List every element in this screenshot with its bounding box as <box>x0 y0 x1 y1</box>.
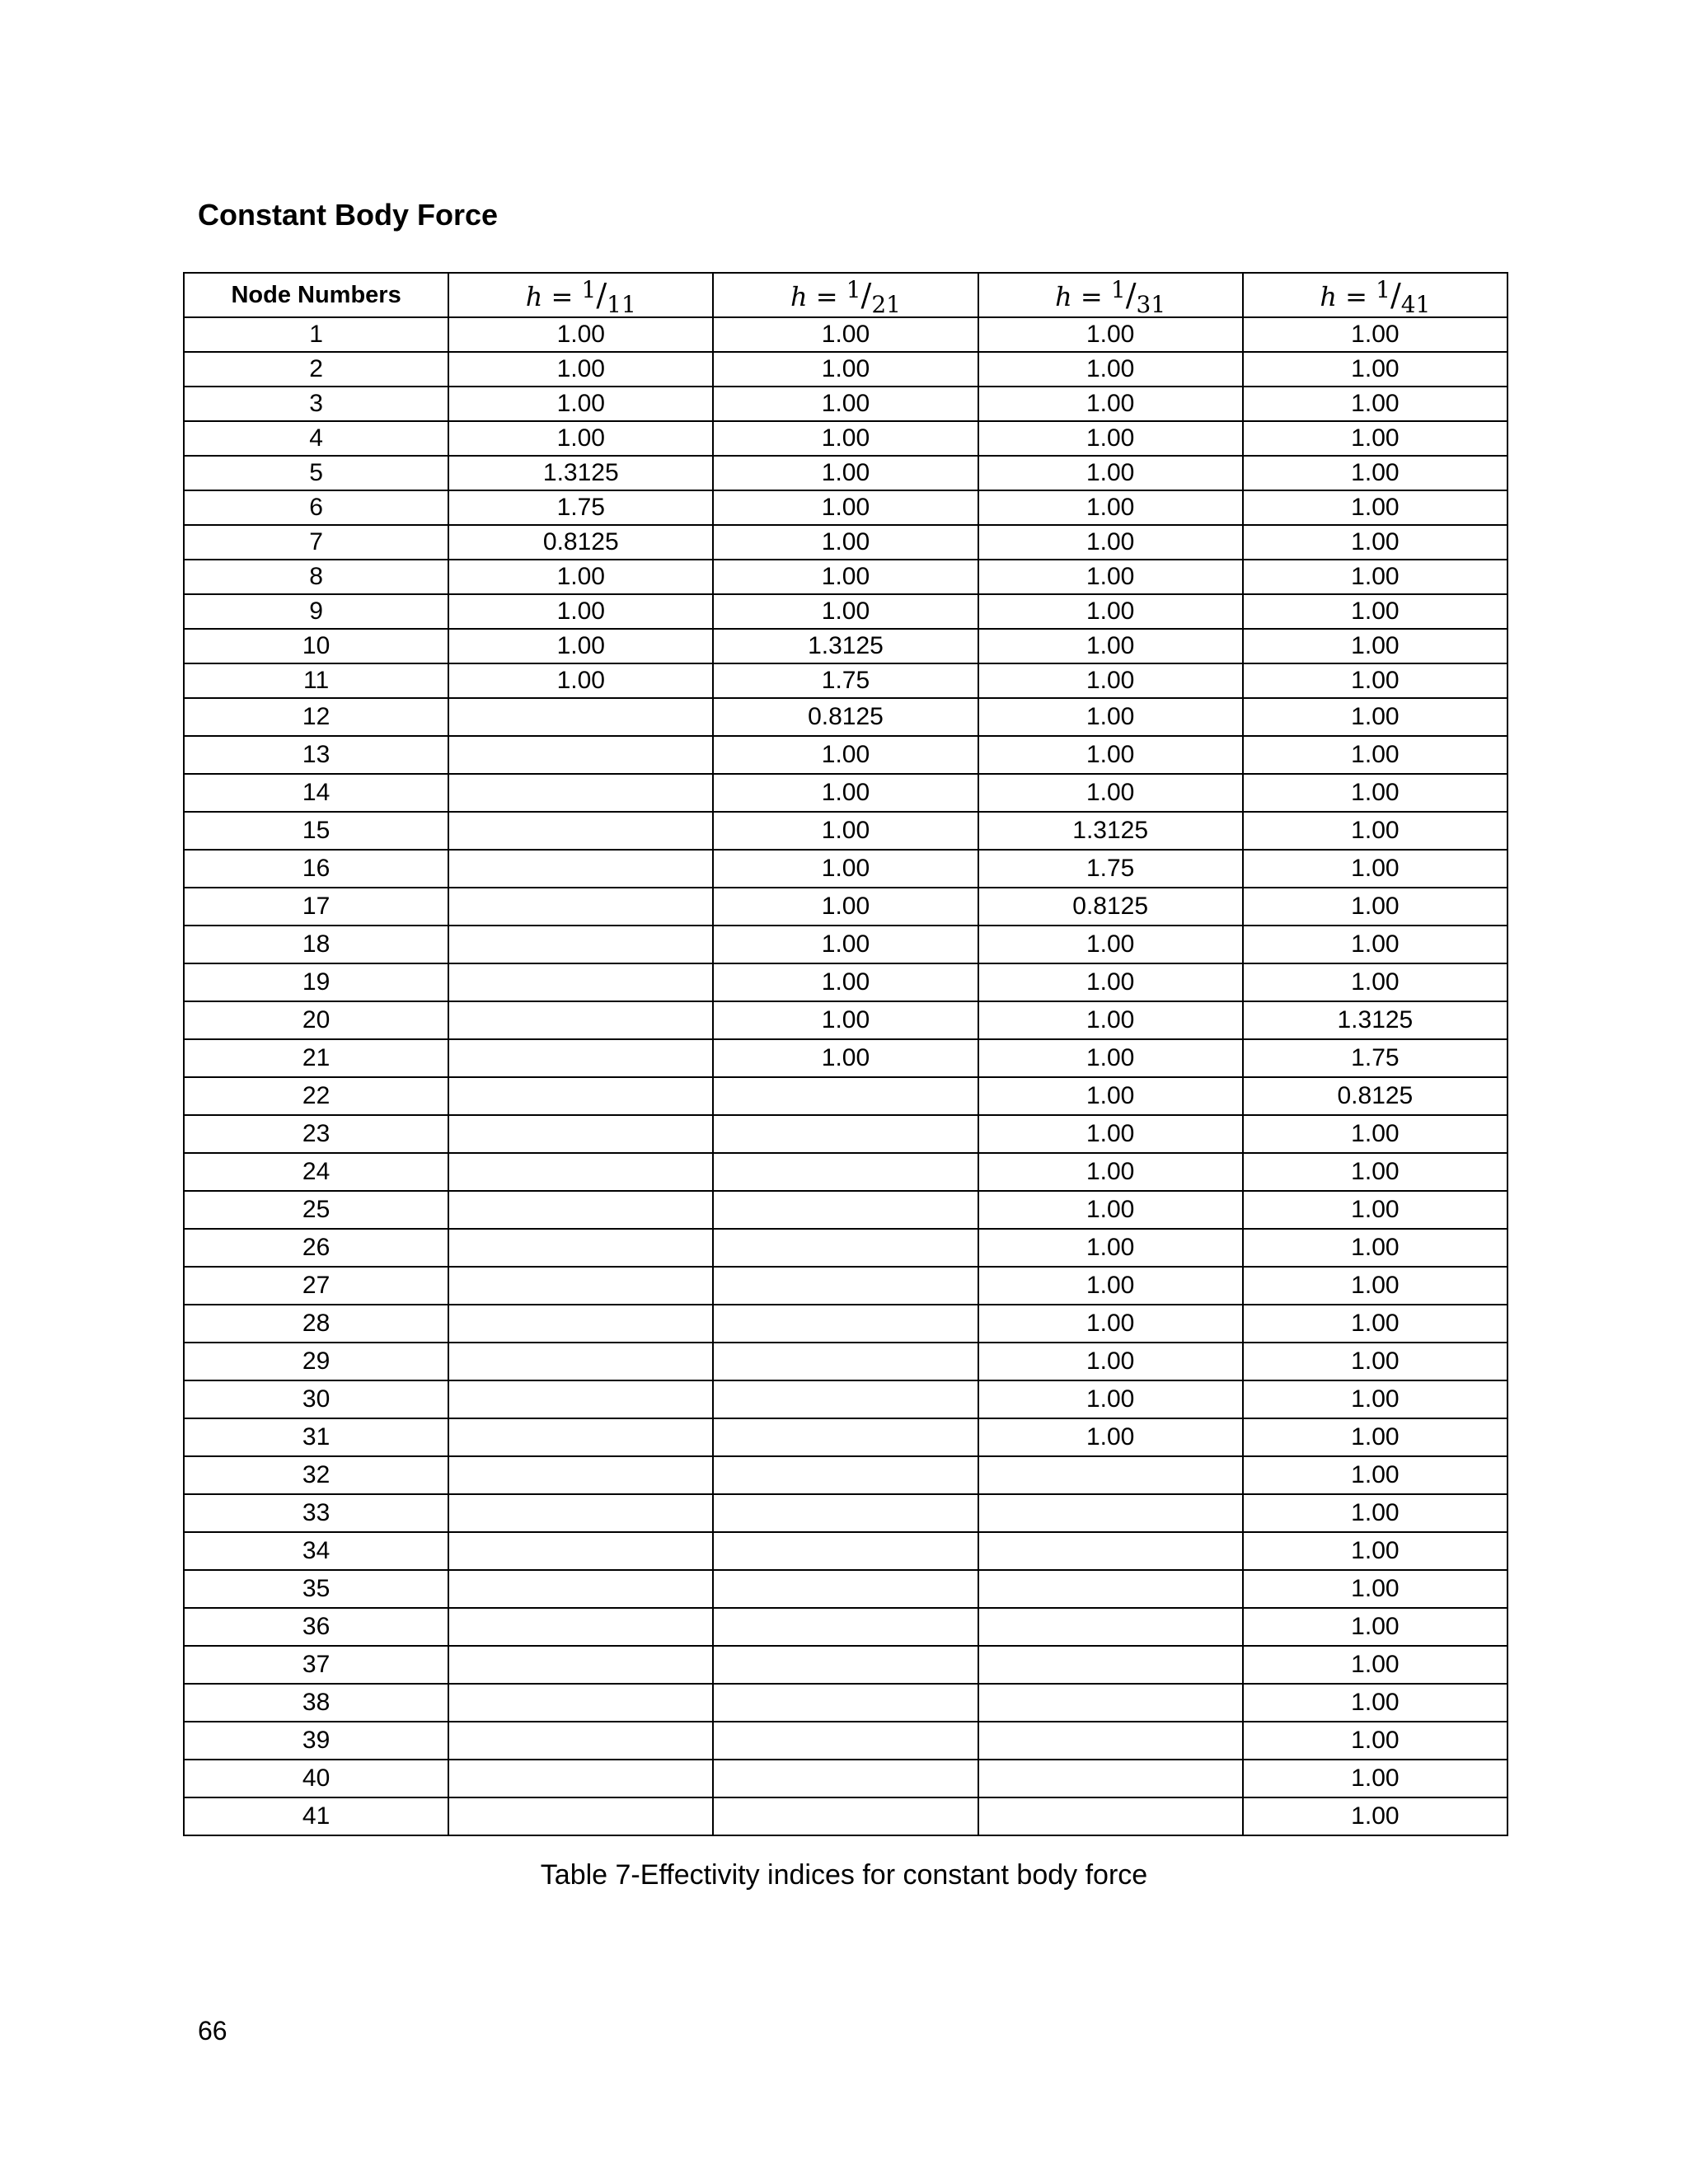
h21-value-cell <box>713 1153 978 1191</box>
h41-value-cell: 1.00 <box>1243 1267 1507 1305</box>
h41-value-cell: 1.00 <box>1243 1684 1507 1722</box>
h31-value-cell: 1.00 <box>978 1153 1243 1191</box>
h11-value-cell <box>448 1456 713 1494</box>
h41-value-cell: 1.00 <box>1243 1797 1507 1835</box>
h21-value-cell <box>713 1532 978 1570</box>
node-number-cell: 25 <box>184 1191 448 1229</box>
h11-value-cell: 1.00 <box>448 629 713 663</box>
h11-value-cell <box>448 1077 713 1115</box>
h31-value-cell: 1.00 <box>978 387 1243 421</box>
table-row <box>184 1722 1507 1760</box>
h11-value-cell: 1.00 <box>448 421 713 456</box>
h21-value-cell: 1.00 <box>713 888 978 926</box>
h31-value-cell: 1.00 <box>978 1343 1243 1380</box>
h31-value-cell: 1.00 <box>978 560 1243 594</box>
h41-value-cell: 1.00 <box>1243 1380 1507 1418</box>
h11-value-cell <box>448 1305 713 1343</box>
h31-value-cell: 1.00 <box>978 736 1243 774</box>
h11-value-cell <box>448 1760 713 1797</box>
node-number-cell: 3 <box>184 387 448 421</box>
h11-value-cell <box>448 1039 713 1077</box>
h11-value-cell: 1.00 <box>448 387 713 421</box>
table-body <box>184 317 1507 1835</box>
h11-value-cell <box>448 812 713 850</box>
h11-value-cell: 1.00 <box>448 663 713 698</box>
node-number-cell: 11 <box>184 663 448 698</box>
h31-value-cell <box>978 1570 1243 1608</box>
table-row <box>184 1115 1507 1153</box>
node-number-cell: 14 <box>184 774 448 812</box>
h41-value-cell: 1.00 <box>1243 812 1507 850</box>
table-row <box>184 1532 1507 1570</box>
node-number-cell: 39 <box>184 1722 448 1760</box>
h11-value-cell <box>448 736 713 774</box>
h31-value-cell <box>978 1608 1243 1646</box>
table-row <box>184 1608 1507 1646</box>
h21-value-cell <box>713 1494 978 1532</box>
node-number-cell: 6 <box>184 490 448 525</box>
table-row <box>184 1570 1507 1608</box>
h41-value-cell: 1.00 <box>1243 736 1507 774</box>
h21-value-cell <box>713 1343 978 1380</box>
h31-value-cell: 1.3125 <box>978 812 1243 850</box>
h41-value-cell: 1.00 <box>1243 1456 1507 1494</box>
table-row <box>184 774 1507 812</box>
h41-value-cell: 1.00 <box>1243 850 1507 888</box>
h41-value-cell: 1.00 <box>1243 1153 1507 1191</box>
h31-value-cell: 1.00 <box>978 1380 1243 1418</box>
h21-value-cell: 1.00 <box>713 850 978 888</box>
header-h-31: h = 1/31 <box>978 273 1243 317</box>
h31-value-cell: 1.00 <box>978 774 1243 812</box>
header-h-11: h = 1/11 <box>448 273 713 317</box>
h41-value-cell: 1.00 <box>1243 888 1507 926</box>
h41-value-cell: 1.00 <box>1243 1760 1507 1797</box>
node-number-cell: 7 <box>184 525 448 560</box>
h11-value-cell: 1.00 <box>448 594 713 629</box>
table-row <box>184 926 1507 963</box>
h21-value-cell: 1.00 <box>713 387 978 421</box>
h21-value-cell: 1.00 <box>713 963 978 1001</box>
h41-value-cell: 1.00 <box>1243 490 1507 525</box>
h31-value-cell: 1.00 <box>978 1077 1243 1115</box>
h31-value-cell: 1.00 <box>978 317 1243 352</box>
node-number-cell: 9 <box>184 594 448 629</box>
h41-value-cell: 1.00 <box>1243 1115 1507 1153</box>
h21-value-cell: 1.00 <box>713 317 978 352</box>
node-number-cell: 36 <box>184 1608 448 1646</box>
h21-value-cell: 1.00 <box>713 594 978 629</box>
h21-value-cell: 1.00 <box>713 352 978 387</box>
table-row <box>184 963 1507 1001</box>
h41-value-cell: 1.00 <box>1243 594 1507 629</box>
h31-value-cell: 1.00 <box>978 490 1243 525</box>
node-number-cell: 32 <box>184 1456 448 1494</box>
page-number: 66 <box>198 2016 227 2046</box>
h11-value-cell <box>448 888 713 926</box>
h11-value-cell <box>448 1229 713 1267</box>
h21-value-cell <box>713 1760 978 1797</box>
h11-value-cell <box>448 1153 713 1191</box>
table-row <box>184 456 1507 490</box>
table-row <box>184 1229 1507 1267</box>
h31-value-cell: 1.00 <box>978 1267 1243 1305</box>
h11-value-cell <box>448 1418 713 1456</box>
h31-value-cell: 1.00 <box>978 525 1243 560</box>
table-row <box>184 1760 1507 1797</box>
table-row <box>184 850 1507 888</box>
h31-value-cell: 1.00 <box>978 456 1243 490</box>
node-number-cell: 30 <box>184 1380 448 1418</box>
table-row <box>184 1077 1507 1115</box>
h21-value-cell: 1.00 <box>713 774 978 812</box>
header-node-numbers: Node Numbers <box>184 273 448 317</box>
table-row <box>184 812 1507 850</box>
h41-value-cell: 1.00 <box>1243 1608 1507 1646</box>
h11-value-cell <box>448 1797 713 1835</box>
node-number-cell: 1 <box>184 317 448 352</box>
h21-value-cell <box>713 1191 978 1229</box>
table-row <box>184 698 1507 736</box>
h11-value-cell: 1.00 <box>448 352 713 387</box>
h41-value-cell: 1.00 <box>1243 774 1507 812</box>
h11-value-cell <box>448 1494 713 1532</box>
h11-value-cell <box>448 1532 713 1570</box>
h41-value-cell: 1.00 <box>1243 1570 1507 1608</box>
h31-value-cell <box>978 1494 1243 1532</box>
h11-value-cell: 1.75 <box>448 490 713 525</box>
h41-value-cell: 1.00 <box>1243 387 1507 421</box>
h21-value-cell: 1.00 <box>713 560 978 594</box>
h11-value-cell <box>448 1608 713 1646</box>
table-row <box>184 1797 1507 1835</box>
node-number-cell: 38 <box>184 1684 448 1722</box>
h21-value-cell: 1.00 <box>713 736 978 774</box>
h41-value-cell: 1.00 <box>1243 629 1507 663</box>
h11-value-cell <box>448 1380 713 1418</box>
h31-value-cell: 1.00 <box>978 629 1243 663</box>
h21-value-cell <box>713 1456 978 1494</box>
h21-value-cell: 1.00 <box>713 490 978 525</box>
h31-value-cell <box>978 1532 1243 1570</box>
node-number-cell: 5 <box>184 456 448 490</box>
h21-value-cell <box>713 1608 978 1646</box>
h31-value-cell: 1.00 <box>978 1115 1243 1153</box>
section-title: Constant Body Force <box>198 198 499 232</box>
h11-value-cell: 1.3125 <box>448 456 713 490</box>
h21-value-cell <box>713 1722 978 1760</box>
node-number-cell: 19 <box>184 963 448 1001</box>
h31-value-cell <box>978 1684 1243 1722</box>
table-row <box>184 663 1507 698</box>
table-header <box>184 273 1507 317</box>
h31-value-cell: 1.00 <box>978 1001 1243 1039</box>
header-h-21: h = 1/21 <box>713 273 978 317</box>
h31-value-cell: 1.00 <box>978 352 1243 387</box>
node-number-cell: 41 <box>184 1797 448 1835</box>
h41-value-cell: 1.00 <box>1243 926 1507 963</box>
h41-value-cell: 1.00 <box>1243 1494 1507 1532</box>
node-number-cell: 23 <box>184 1115 448 1153</box>
h41-value-cell: 1.00 <box>1243 963 1507 1001</box>
h31-value-cell: 1.75 <box>978 850 1243 888</box>
table-row <box>184 629 1507 663</box>
table-row <box>184 1646 1507 1684</box>
h41-value-cell: 1.00 <box>1243 1191 1507 1229</box>
h41-value-cell: 1.00 <box>1243 1305 1507 1343</box>
h21-value-cell: 1.75 <box>713 663 978 698</box>
h21-value-cell <box>713 1797 978 1835</box>
h11-value-cell: 1.00 <box>448 317 713 352</box>
node-number-cell: 28 <box>184 1305 448 1343</box>
h11-value-cell: 1.00 <box>448 560 713 594</box>
node-number-cell: 33 <box>184 1494 448 1532</box>
h11-value-cell <box>448 963 713 1001</box>
h31-value-cell <box>978 1646 1243 1684</box>
h11-value-cell <box>448 1570 713 1608</box>
table-row <box>184 1343 1507 1380</box>
table-row <box>184 1191 1507 1229</box>
node-number-cell: 22 <box>184 1077 448 1115</box>
node-number-cell: 18 <box>184 926 448 963</box>
h31-value-cell: 1.00 <box>978 1191 1243 1229</box>
table-row <box>184 1418 1507 1456</box>
h21-value-cell <box>713 1115 978 1153</box>
node-number-cell: 12 <box>184 698 448 736</box>
table-row <box>184 387 1507 421</box>
h31-value-cell: 1.00 <box>978 421 1243 456</box>
h21-value-cell: 1.00 <box>713 456 978 490</box>
h31-value-cell: 1.00 <box>978 663 1243 698</box>
node-number-cell: 4 <box>184 421 448 456</box>
table-row <box>184 1039 1507 1077</box>
node-number-cell: 24 <box>184 1153 448 1191</box>
node-number-cell: 27 <box>184 1267 448 1305</box>
table-row <box>184 317 1507 352</box>
table-row <box>184 1305 1507 1343</box>
table-row <box>184 1267 1507 1305</box>
h41-value-cell: 1.00 <box>1243 525 1507 560</box>
table-row <box>184 1380 1507 1418</box>
h41-value-cell: 1.00 <box>1243 1418 1507 1456</box>
node-number-cell: 26 <box>184 1229 448 1267</box>
h31-value-cell: 1.00 <box>978 1418 1243 1456</box>
h21-value-cell: 1.00 <box>713 525 978 560</box>
h41-value-cell: 1.00 <box>1243 317 1507 352</box>
h41-value-cell: 1.3125 <box>1243 1001 1507 1039</box>
h41-value-cell: 0.8125 <box>1243 1077 1507 1115</box>
h11-value-cell <box>448 1646 713 1684</box>
node-number-cell: 15 <box>184 812 448 850</box>
node-number-cell: 2 <box>184 352 448 387</box>
h41-value-cell: 1.75 <box>1243 1039 1507 1077</box>
table-row <box>184 888 1507 926</box>
h41-value-cell: 1.00 <box>1243 456 1507 490</box>
node-number-cell: 37 <box>184 1646 448 1684</box>
h31-value-cell <box>978 1760 1243 1797</box>
h21-value-cell <box>713 1077 978 1115</box>
h21-value-cell <box>713 1380 978 1418</box>
table-row <box>184 352 1507 387</box>
table-row <box>184 421 1507 456</box>
table-row <box>184 736 1507 774</box>
h11-value-cell <box>448 1722 713 1760</box>
h41-value-cell: 1.00 <box>1243 1532 1507 1570</box>
table-row <box>184 490 1507 525</box>
h11-value-cell <box>448 926 713 963</box>
table-row <box>184 594 1507 629</box>
h31-value-cell: 1.00 <box>978 698 1243 736</box>
table-row <box>184 560 1507 594</box>
table-row <box>184 1001 1507 1039</box>
node-number-cell: 35 <box>184 1570 448 1608</box>
h41-value-cell: 1.00 <box>1243 352 1507 387</box>
h41-value-cell: 1.00 <box>1243 421 1507 456</box>
h31-value-cell: 1.00 <box>978 963 1243 1001</box>
h31-value-cell: 1.00 <box>978 1039 1243 1077</box>
node-number-cell: 29 <box>184 1343 448 1380</box>
h11-value-cell <box>448 1115 713 1153</box>
h21-value-cell: 1.00 <box>713 812 978 850</box>
h21-value-cell <box>713 1570 978 1608</box>
h11-value-cell <box>448 1343 713 1380</box>
node-number-cell: 34 <box>184 1532 448 1570</box>
h21-value-cell: 0.8125 <box>713 698 978 736</box>
h41-value-cell: 1.00 <box>1243 1229 1507 1267</box>
node-number-cell: 20 <box>184 1001 448 1039</box>
effectivity-table <box>183 272 1508 1836</box>
h21-value-cell <box>713 1305 978 1343</box>
h31-value-cell <box>978 1722 1243 1760</box>
node-number-cell: 31 <box>184 1418 448 1456</box>
h21-value-cell <box>713 1267 978 1305</box>
h11-value-cell <box>448 1267 713 1305</box>
h11-value-cell <box>448 1684 713 1722</box>
h11-value-cell: 0.8125 <box>448 525 713 560</box>
header-row <box>184 273 1507 317</box>
table-row <box>184 1153 1507 1191</box>
table-row <box>184 525 1507 560</box>
h31-value-cell <box>978 1797 1243 1835</box>
node-number-cell: 17 <box>184 888 448 926</box>
table-row <box>184 1494 1507 1532</box>
node-number-cell: 8 <box>184 560 448 594</box>
h31-value-cell: 1.00 <box>978 594 1243 629</box>
node-number-cell: 21 <box>184 1039 448 1077</box>
h41-value-cell: 1.00 <box>1243 560 1507 594</box>
h21-value-cell: 1.00 <box>713 1039 978 1077</box>
h31-value-cell: 1.00 <box>978 1229 1243 1267</box>
table-caption: Table 7-Effectivity indices for constant body force <box>540 1859 1148 1891</box>
h11-value-cell <box>448 850 713 888</box>
h21-value-cell: 1.3125 <box>713 629 978 663</box>
h21-value-cell <box>713 1229 978 1267</box>
h21-value-cell: 1.00 <box>713 421 978 456</box>
h21-value-cell <box>713 1418 978 1456</box>
node-number-cell: 10 <box>184 629 448 663</box>
node-number-cell: 40 <box>184 1760 448 1797</box>
h21-value-cell <box>713 1646 978 1684</box>
header-h-41: h = 1/41 <box>1243 273 1507 317</box>
h11-value-cell <box>448 774 713 812</box>
h41-value-cell: 1.00 <box>1243 1343 1507 1380</box>
h31-value-cell: 1.00 <box>978 926 1243 963</box>
table-row <box>184 1456 1507 1494</box>
h21-value-cell: 1.00 <box>713 926 978 963</box>
h31-value-cell <box>978 1456 1243 1494</box>
node-number-cell: 16 <box>184 850 448 888</box>
h21-value-cell: 1.00 <box>713 1001 978 1039</box>
h41-value-cell: 1.00 <box>1243 1646 1507 1684</box>
h41-value-cell: 1.00 <box>1243 698 1507 736</box>
h31-value-cell: 1.00 <box>978 1305 1243 1343</box>
h11-value-cell <box>448 1191 713 1229</box>
h31-value-cell: 0.8125 <box>978 888 1243 926</box>
node-number-cell: 13 <box>184 736 448 774</box>
h21-value-cell <box>713 1684 978 1722</box>
table-row <box>184 1684 1507 1722</box>
h41-value-cell: 1.00 <box>1243 663 1507 698</box>
h11-value-cell <box>448 698 713 736</box>
h41-value-cell: 1.00 <box>1243 1722 1507 1760</box>
h11-value-cell <box>448 1001 713 1039</box>
